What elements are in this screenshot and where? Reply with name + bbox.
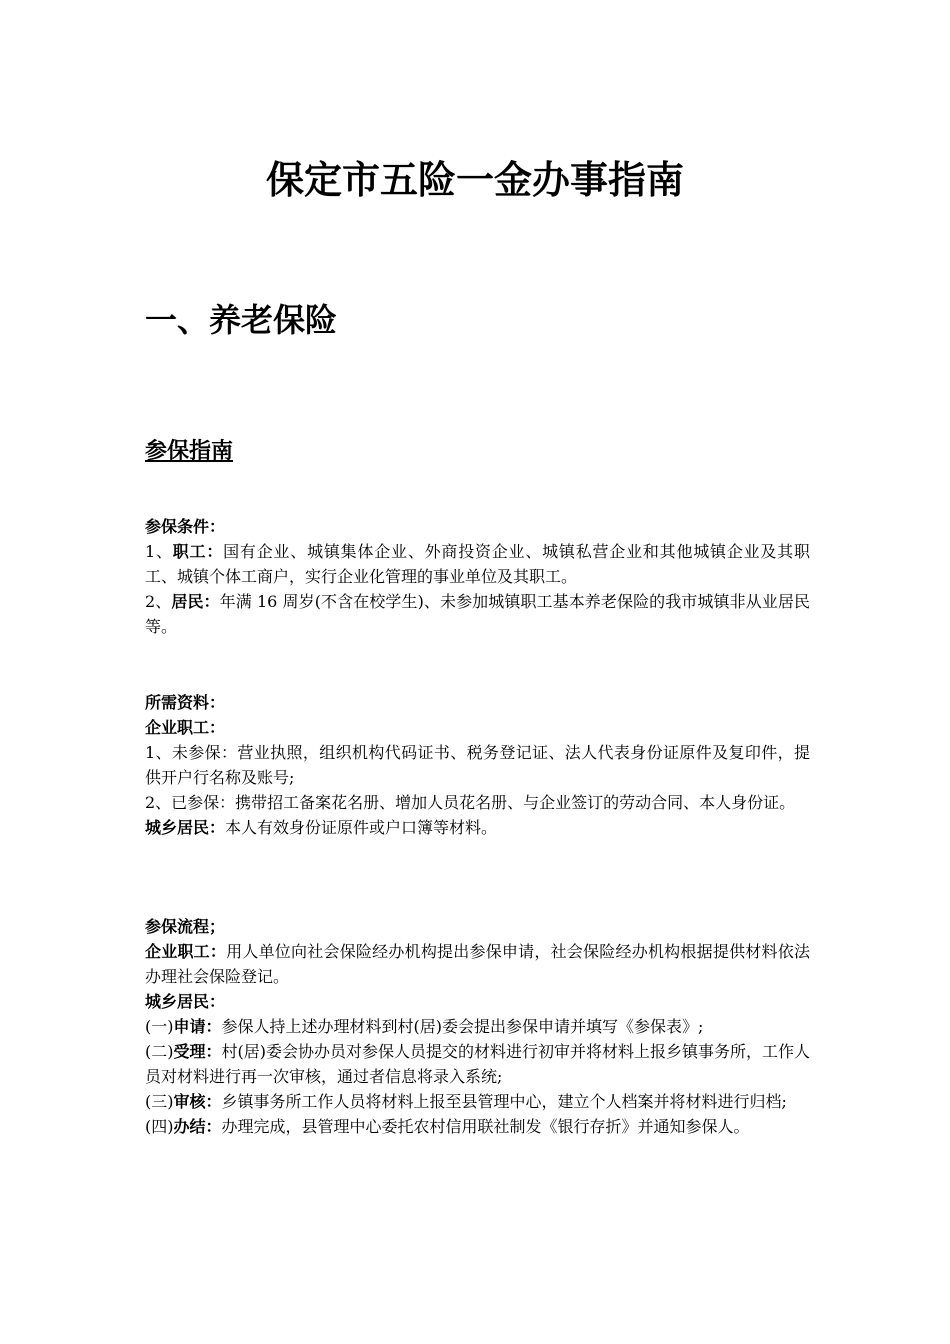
process-residents-label: 城乡居民： xyxy=(145,992,226,1011)
process-step: (二)受理：村(居)委会协办员对参保人员提交的材料进行初审并将材料上报乡镇事务所，工作人员对材料进行再一次审核，通过者信息将录入系统; xyxy=(145,1042,811,1086)
process-step: (三)审核：乡镇事务所工作人员将材料上报至县管理中心，建立个人档案并将材料进行归档; xyxy=(145,1092,787,1111)
process-label: 参保流程； xyxy=(145,917,226,936)
materials-block xyxy=(145,690,810,840)
material-item: 1、未参保：营业执照，组织机构代码证书、税务登记证、法人代表身份证原件及复印件，提供开户行名称及账号; xyxy=(145,743,810,787)
materials-label: 所需资料： xyxy=(145,693,226,712)
condition-item: 1、职工：国有企业、城镇集体企业、外商投资企业、城镇私营企业和其他城镇企业及其职工、城镇个体工商户，实行企业化管理的事业单位及其职工。 xyxy=(145,542,810,586)
process-step: (四)办结：办理完成，县管理中心委托农村信用联社制发《银行存折》并通知参保人。 xyxy=(145,1117,750,1136)
materials-enterprise-label: 企业职工： xyxy=(145,718,226,737)
materials-residents: 城乡居民：本人有效身份证原件或户口簿等材料。 xyxy=(145,818,498,837)
process-block xyxy=(145,914,810,1139)
process-enterprise: 企业职工：用人单位向社会保险经办机构提出参保申请，社会保险经办机构根据提供材料依法办理社会保险登记。 xyxy=(145,942,810,986)
condition-item: 2、居民：年满 16 周岁(不含在校学生)、未参加城镇职工基本养老保险的我市城镇非从业居民等。 xyxy=(145,592,810,636)
conditions-label: 参保条件： xyxy=(145,517,226,536)
conditions-block xyxy=(145,514,810,639)
subsection-heading: 参保指南 xyxy=(145,439,234,464)
section-heading: 一、养老保险 xyxy=(145,301,338,339)
material-item: 2、已参保：携带招工备案花名册、增加人员花名册、与企业签订的劳动合同、本人身份证。 xyxy=(145,793,796,812)
process-step: (一)申请：参保人持上述办理材料到村(居)委会提出参保申请并填写《参保表》; xyxy=(145,1017,704,1036)
document-title: 保定市五险一金办事指南 xyxy=(265,158,684,202)
